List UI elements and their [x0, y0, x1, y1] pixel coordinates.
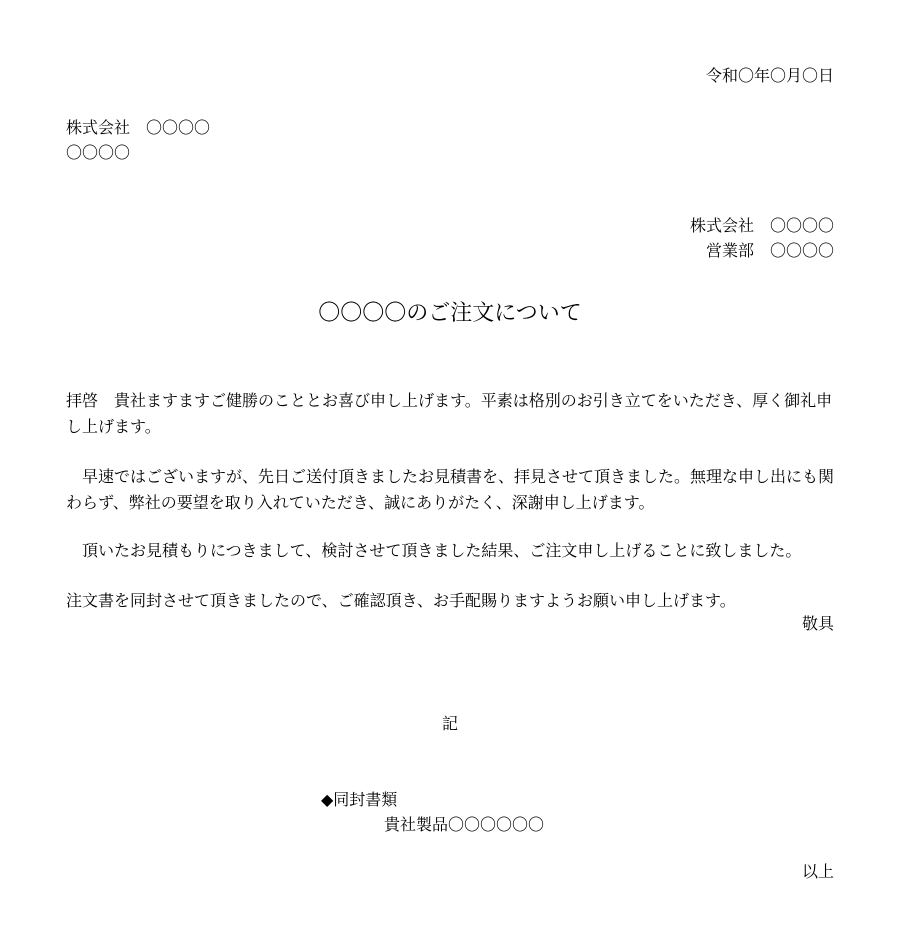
enclosure-heading: ◆同封書類 — [321, 790, 398, 809]
closing-keigu: 敬具 — [801, 614, 834, 633]
closing-ijou: 以上 — [801, 862, 834, 881]
body-paragraph-order: 頂いたお見積もりにつきまして、検討させて頂きました結果、ご注文申し上げることに致しました。 — [66, 541, 802, 560]
enclosure-item: 貴社製品〇〇〇〇〇〇 — [384, 815, 545, 834]
body-paragraph-thanks: 早速ではございますが、先日ご送付頂きましたお見積書を、拝見させて頂きました。無理な申し出にも関わらず、弊社の要望を取り入れていただき、誠にありがたく、深謝申し上げます。 — [66, 467, 835, 512]
recipient-company: 株式会社 〇〇〇〇 — [66, 118, 211, 137]
sender-company: 株式会社 〇〇〇〇 — [689, 216, 834, 235]
sender-department: 営業部 〇〇〇〇 — [705, 241, 834, 260]
ki-heading: 記 — [442, 714, 459, 733]
document-title: 〇〇〇〇のご注文について — [318, 301, 582, 326]
recipient-name: 〇〇〇〇 — [66, 143, 131, 162]
body-paragraph-request: 注文書を同封させて頂きましたので、ご確認頂き、お手配賜りますようお願い申し上げます。 — [66, 591, 736, 610]
document-date: 令和〇年〇月〇日 — [705, 66, 834, 85]
body-paragraph-greeting: 拝啓 貴社ますますご健勝のこととお喜び申し上げます。平素は格別のお引き立てをいただき、厚く御礼申し上げます。 — [66, 391, 833, 436]
